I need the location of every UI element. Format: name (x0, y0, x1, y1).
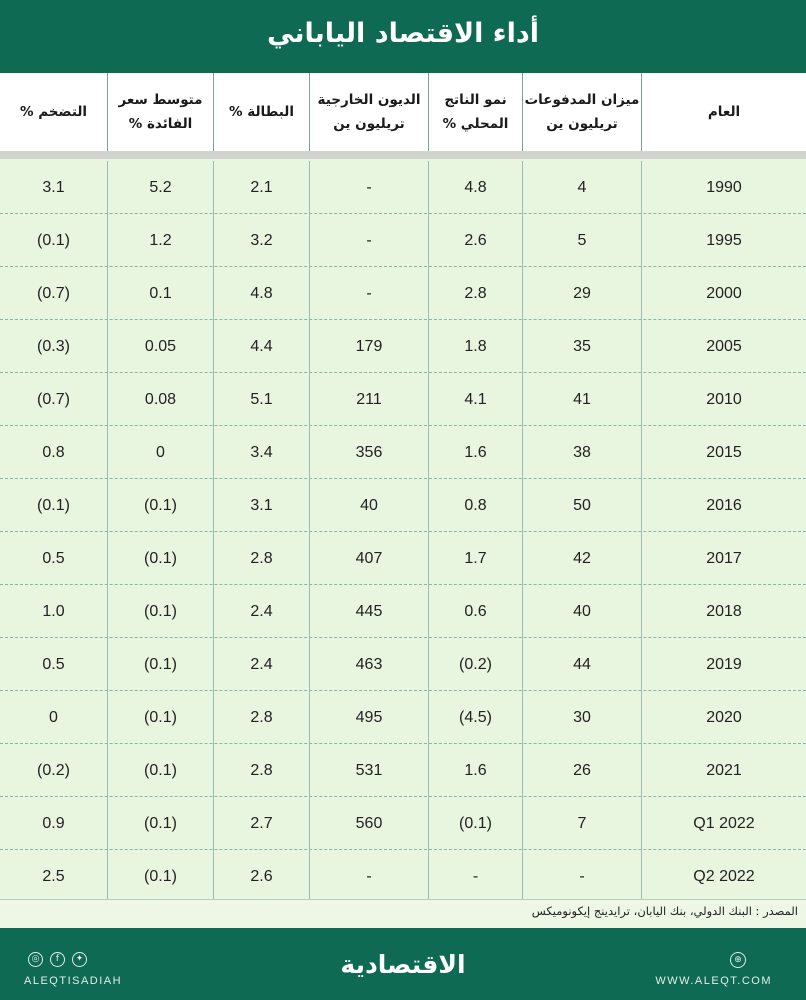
table-row (0, 850, 806, 903)
cell-balance_of_payments: 38 (523, 426, 642, 479)
table-row (0, 267, 806, 320)
cell-unemployment: 3.2 (214, 214, 310, 267)
website-url: WWW.ALEQT.COM (655, 975, 772, 987)
column-header-label: البطالة % (229, 104, 294, 120)
facebook-icon[interactable]: f (50, 952, 65, 967)
column-header-year (642, 73, 806, 151)
cell-balance_of_payments: 26 (523, 744, 642, 797)
cell-unemployment: 2.4 (214, 638, 310, 691)
cell-year: 2019 (706, 655, 742, 673)
cell-gdp_growth: - (429, 850, 523, 903)
cell-gdp_growth: 0.8 (429, 479, 523, 532)
cell-gdp_growth: (0.2) (429, 638, 523, 691)
cell-external_debt: 463 (310, 638, 429, 691)
cell-external_debt: - (310, 850, 429, 903)
data-table (0, 159, 806, 899)
cell-balance_of_payments: 30 (523, 691, 642, 744)
instagram-icon[interactable]: ◎ (28, 952, 43, 967)
globe-icon: ⊕ (730, 952, 746, 968)
cell-gdp_growth: 4.1 (429, 373, 523, 426)
table-row (0, 320, 806, 373)
cell-interest_rate: 1.2 (108, 214, 214, 267)
cell-year: 2010 (706, 390, 742, 408)
table-row (0, 426, 806, 479)
cell-balance_of_payments: 44 (523, 638, 642, 691)
column-header-label: العام (707, 104, 741, 120)
cell-year: 2018 (706, 602, 742, 620)
cell-unemployment: 4.8 (214, 267, 310, 320)
cell-interest_rate: (0.1) (108, 532, 214, 585)
cell-balance_of_payments: 41 (523, 373, 642, 426)
column-header-inflation (0, 73, 108, 151)
cell-external_debt: 495 (310, 691, 429, 744)
table-header (0, 71, 806, 151)
cell-interest_rate: (0.1) (108, 585, 214, 638)
cell-balance_of_payments: 40 (523, 585, 642, 638)
cell-inflation: 0.8 (0, 426, 108, 479)
cell-unemployment: 3.4 (214, 426, 310, 479)
cell-interest_rate: (0.1) (108, 797, 214, 850)
cell-inflation: 0.5 (0, 532, 108, 585)
column-header-balance_of_payments (523, 73, 642, 151)
cell-inflation: 0.9 (0, 797, 108, 850)
table-row (0, 585, 806, 638)
cell-external_debt: 356 (310, 426, 429, 479)
cell-external_debt: 211 (310, 373, 429, 426)
cell-unemployment: 4.4 (214, 320, 310, 373)
cell-interest_rate: (0.1) (108, 744, 214, 797)
cell-unemployment: 5.1 (214, 373, 310, 426)
cell-inflation: (0.1) (0, 214, 108, 267)
table-row (0, 479, 806, 532)
cell-external_debt: 40 (310, 479, 429, 532)
column-header-label: الديون الخارجية (317, 92, 421, 108)
title-bar (0, 0, 806, 71)
cell-interest_rate: (0.1) (108, 850, 214, 903)
cell-external_debt: - (310, 214, 429, 267)
cell-gdp_growth: (0.1) (429, 797, 523, 850)
cell-inflation: (0.2) (0, 744, 108, 797)
column-header-label: المحلي % (442, 116, 509, 132)
cell-gdp_growth: 0.6 (429, 585, 523, 638)
table-row (0, 744, 806, 797)
cell-unemployment: 3.1 (214, 479, 310, 532)
cell-year: 2021 (706, 761, 742, 779)
cell-external_debt: 179 (310, 320, 429, 373)
column-header-label: متوسط سعر (118, 92, 203, 108)
cell-balance_of_payments: 50 (523, 479, 642, 532)
cell-gdp_growth: 1.7 (429, 532, 523, 585)
cell-external_debt: 531 (310, 744, 429, 797)
cell-year: Q1 2022 (693, 814, 755, 832)
cell-year: 1990 (706, 178, 742, 196)
column-header-label: نمو الناتج (444, 92, 507, 108)
cell-gdp_growth: 1.8 (429, 320, 523, 373)
column-header-label: تريليون ين (546, 116, 618, 132)
column-header-label: تريليون ين (333, 116, 405, 132)
cell-gdp_growth: 1.6 (429, 744, 523, 797)
cell-external_debt: 560 (310, 797, 429, 850)
cell-inflation: 1.0 (0, 585, 108, 638)
twitter-icon[interactable]: ✦ (72, 952, 87, 967)
cell-inflation: 0 (0, 691, 108, 744)
cell-inflation: (0.7) (0, 373, 108, 426)
cell-balance_of_payments: 5 (523, 214, 642, 267)
column-header-external_debt (310, 73, 429, 151)
cell-inflation: (0.7) (0, 267, 108, 320)
cell-interest_rate: 5.2 (108, 161, 214, 214)
column-header-label: ميزان المدفوعات (524, 92, 640, 108)
cell-balance_of_payments: 29 (523, 267, 642, 320)
cell-inflation: 0.5 (0, 638, 108, 691)
table-row (0, 532, 806, 585)
cell-unemployment: 2.8 (214, 691, 310, 744)
cell-balance_of_payments: 35 (523, 320, 642, 373)
cell-inflation: (0.1) (0, 479, 108, 532)
page-title: أداء الاقتصاد الياباني (267, 18, 539, 49)
cell-balance_of_payments: 7 (523, 797, 642, 850)
source-row (0, 899, 806, 928)
table-row (0, 373, 806, 426)
cell-gdp_growth: 2.8 (429, 267, 523, 320)
cell-year: 2020 (706, 708, 742, 726)
cell-gdp_growth: (4.5) (429, 691, 523, 744)
cell-balance_of_payments: 4 (523, 161, 642, 214)
cell-year: Q2 2022 (693, 867, 755, 885)
cell-interest_rate: 0.08 (108, 373, 214, 426)
cell-interest_rate: (0.1) (108, 638, 214, 691)
table-row (0, 638, 806, 691)
cell-balance_of_payments: - (523, 850, 642, 903)
column-header-unemployment (214, 73, 310, 151)
cell-gdp_growth: 4.8 (429, 161, 523, 214)
cell-unemployment: 2.4 (214, 585, 310, 638)
table-row (0, 797, 806, 850)
cell-unemployment: 2.8 (214, 744, 310, 797)
cell-gdp_growth: 2.6 (429, 214, 523, 267)
table-row (0, 161, 806, 214)
social-handle: ALEQTISADIAH (24, 975, 123, 987)
cell-inflation: 3.1 (0, 161, 108, 214)
cell-year: 2015 (706, 443, 742, 461)
cell-unemployment: 2.8 (214, 532, 310, 585)
cell-balance_of_payments: 42 (523, 532, 642, 585)
source-note: المصدر : البنك الدولي، بنك اليابان، ترايدينج إيكونوميكس (531, 904, 798, 918)
cell-year: 2005 (706, 337, 742, 355)
brand-logo: الاقتصادية (340, 950, 466, 979)
column-header-label: التضخم % (19, 104, 88, 120)
table-row (0, 691, 806, 744)
header-divider (0, 151, 806, 159)
cell-gdp_growth: 1.6 (429, 426, 523, 479)
cell-interest_rate: 0 (108, 426, 214, 479)
cell-external_debt: - (310, 267, 429, 320)
cell-year: 2000 (706, 284, 742, 302)
cell-interest_rate: 0.05 (108, 320, 214, 373)
cell-unemployment: 2.1 (214, 161, 310, 214)
cell-inflation: 2.5 (0, 850, 108, 903)
cell-external_debt: 445 (310, 585, 429, 638)
column-header-interest_rate (108, 73, 214, 151)
cell-interest_rate: (0.1) (108, 691, 214, 744)
column-header-gdp_growth (429, 73, 523, 151)
cell-external_debt: - (310, 161, 429, 214)
cell-inflation: (0.3) (0, 320, 108, 373)
cell-year: 1995 (706, 231, 742, 249)
cell-year: 2016 (706, 496, 742, 514)
cell-interest_rate: (0.1) (108, 479, 214, 532)
cell-unemployment: 2.7 (214, 797, 310, 850)
footer-bar (0, 928, 806, 1000)
column-header-label: الفائدة % (128, 116, 193, 132)
table-row (0, 214, 806, 267)
cell-year: 2017 (706, 549, 742, 567)
cell-external_debt: 407 (310, 532, 429, 585)
cell-unemployment: 2.6 (214, 850, 310, 903)
cell-interest_rate: 0.1 (108, 267, 214, 320)
